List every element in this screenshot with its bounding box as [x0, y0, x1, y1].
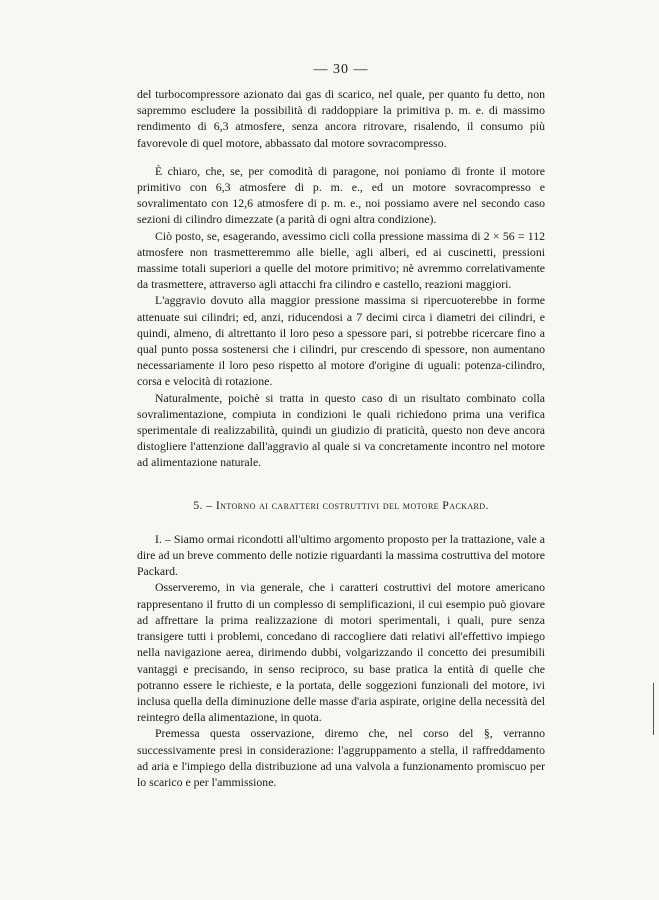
scan-edge-mark — [653, 683, 654, 735]
paragraph: Osserveremo, in via generale, che i caratteri costruttivi del motore americano rappresentano il frutto di un complesso di semplificazioni, il cui esempio può giovare ad affrettare la prima realizzazione di motori sperimentali, i quali, pure senza transigere tutti i problemi, concedano di raccogliere dati relativi all'effettivo impiego nella navigazione aerea, dirimendo dubbi, volgarizzando il concetto dei presumibili vantaggi e precisando, in senso reciproco, su base pratica la entità di quelle che potranno essere le richieste, e la portata, delle soggezioni funzionali del motore, ivi inclusa quella della diminuzione delle masse d'aria aspirate, origine della necessità del reintegro della alimentazione, in quota. — [137, 580, 545, 725]
paragraph: È chiaro, che, se, per comodità di paragone, noi poniamo di fronte il motore primitivo con 6,3 atmosfere di p. m. e., ed un motore sovracompresso e sovralimentato con 12,6 atmosfere di p. m. e., noi possiamo avere nel secondo caso sezioni di cilindro dimezzate (a parità di ogni altra condizione). — [137, 163, 545, 227]
section-heading: 5. – Intorno ai caratteri costruttivi del motore Packard. — [193, 497, 489, 512]
paragraph: Naturalmente, poichè si tratta in questo caso di un risultato combinato colla sovralimentazione, compiuta in condizioni le quali richiedono prima una verifica sperimentale di realizzabilità, quindi un giudizio di praticità, questo non deve ancora distogliere l'attenzione dall'aggravio al quale si va concretamente incontro nel motore ad alimentazione naturale. — [137, 390, 545, 470]
body-text — [137, 86, 545, 790]
paragraph: Ciò posto, se, esagerando, avessimo cicli colla pressione massima di 2 × 56 = 112 atmosfere non trasmetteremmo alle bielle, agli alberi, ed ai cuscinetti, pressioni massime totali superiori a quelle del motore primitivo; nè avremmo correlativamente da trasmettere, attraverso agli attacchi fra cilindro e castello, reazioni maggiori. — [137, 228, 545, 292]
paragraph: L'aggravio dovuto alla maggior pressione massima si ripercuoterebbe in forme attenuate sui cilindri; ed, anzi, riducendosi a 7 decimi circa i diametri dei cilindri, e quindi, almeno, di altrettanto il loro peso a spessore pari, si potrebbe ricercare fino a qual punto possa sostenersi che i cilindri, pur crescendo di spessore, non aumentano necessariamente il loro peso rispetto al motore d'origine di uguali: potenza-cilindro, corsa e velocità di rotazione. — [137, 293, 545, 389]
paragraph-continuation: del turbocompressore azionato dai gas di scarico, nel quale, per quanto fu detto, non sapremmo escludere la possibilità di raddoppiare la primitiva p. m. e. di massimo rendimento di 6,3 atmosfere, senza ancora ritrovare, risalendo, il consumo più favorevole di quel motore, abbassato dal motore sovracompresso. — [137, 87, 545, 150]
paragraph: Premessa questa osservazione, diremo che, nel corso del §, verranno successivamente presi in considerazione: l'aggruppamento a stella, il raffreddamento ad aria e l'impiego della distribuzione ad una valvola a funzionamento promiscuo per lo scarico e per l'ammissione. — [137, 726, 545, 789]
paragraph: I. – Siamo ormai ricondotti all'ultimo argomento proposto per la trattazione, vale a dire ad un breve commento delle notizie riguardanti la massima costruttiva del motore Packard. — [137, 531, 545, 579]
page-number: — 30 — — [313, 62, 369, 77]
